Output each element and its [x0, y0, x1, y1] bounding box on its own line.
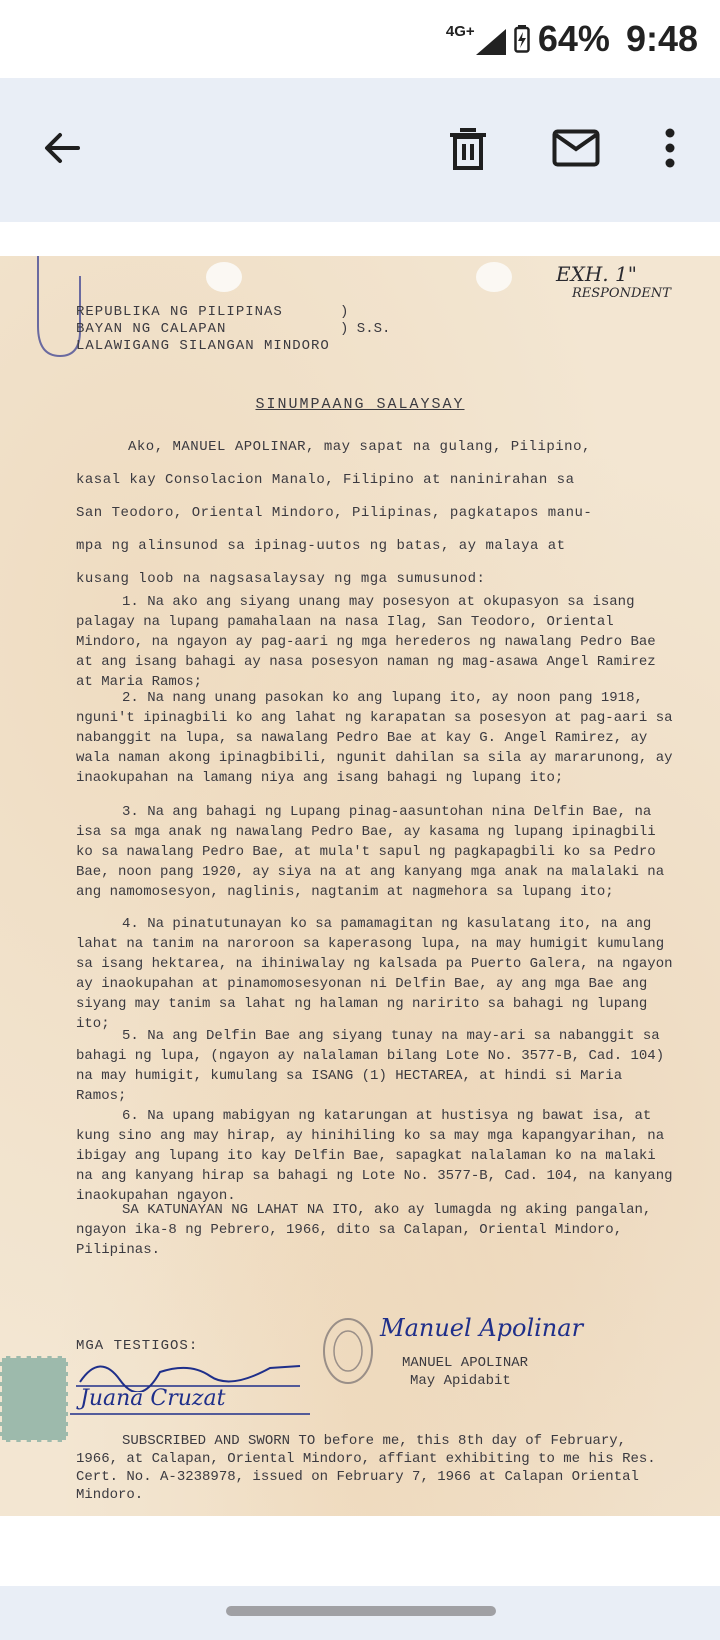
intro-line: kasal kay Consolacion Manalo, Filipino at naninirahan sa: [76, 472, 575, 488]
trash-icon: [448, 126, 488, 170]
punch-hole: [476, 262, 512, 292]
paragraph-text: 1. Na ako ang siyang unang may posesyon at okupasyon sa isang palagay na lupang pamahalaan na nasa Ilag, San Teodoro, Oriental Mindoro, na ngayon ay pag-aari ng mga herederos ng nawalang Pedro Bae at ang isang bahagi ay nasa posesyon naman ng mag-asawa Angel Ramirez at Maria Ramos;: [76, 594, 656, 690]
intro-line: Ako, MANUEL APOLINAR, may sapat na gulang, Pilipino,: [128, 439, 591, 455]
mail-icon: [552, 129, 600, 167]
document-title: SINUMPAANG SALAYSAY: [255, 396, 465, 413]
header-line-3: LALAWIGANG SILANGAN MINDORO: [76, 338, 330, 354]
paragraph-1: [76, 592, 676, 692]
documentary-stamp: [0, 1356, 68, 1442]
status-bar: [0, 0, 720, 78]
punch-hole: [206, 262, 242, 292]
gesture-handle[interactable]: [226, 1606, 496, 1616]
paragraph-3: [76, 802, 676, 902]
affiant-title: May Apidabit: [410, 1373, 511, 1389]
paragraph-2: [76, 688, 676, 788]
more-vert-icon: [665, 128, 675, 168]
paragraph-6: [76, 1106, 676, 1206]
intro-paragraph: [76, 431, 660, 596]
paragraph-text: SA KATUNAYAN NG LAHAT NA ITO, ako ay lumagda ng aking pangalan, ngayon ika-8 ng Pebrero, 1966, dito sa Calapan, Oriental Mindoro, Pilipinas.: [76, 1202, 652, 1258]
back-button[interactable]: [36, 122, 88, 174]
thumbprint-mark: [318, 1316, 378, 1386]
header-bracket: ): [340, 304, 349, 320]
paragraph-attestation: [76, 1200, 676, 1260]
respondent-mark: RESPONDENT: [572, 286, 671, 301]
clock: 9:48: [625, 18, 698, 59]
affiant-signature: Manuel Apolinar: [380, 1314, 584, 1342]
header-ss: ) S.S.: [340, 321, 391, 337]
back-arrow-icon: [42, 128, 82, 168]
jurat-text: SUBSCRIBED AND SWORN TO before me, this 8th day of February, 1966, at Calapan, Oriental Mindoro, affiant exhibiting to me his Res. Cert. No. A-3238978, issued on February 7, 1966 at Calapan Oriental Mindoro.: [76, 1433, 656, 1503]
paragraph-text: 3. Na ang bahagi ng Lupang pinag-aasuntohan nina Delfin Bae, na isa sa mga anak ng nawalang Pedro Bae, ay kasama ng lupang ipinagbili ko sa nawalang Pedro Bae, at mula't sapul ng pagkapagbili ko sa Pedro Bae, noon pang 1920, ay siya na at ang kanyang mga anak na malalaki na ang namomosesyon, naglinis, nagtanim at nagmehora sa lupang ito;: [76, 804, 665, 900]
paragraph-text: 2. Na nang unang pasokan ko ang lupang ito, ay noon pang 1918, nguni't ipinagbili ko ang lahat ng karapatan sa posesyon at pag-aari sa nabanggit na lupa, sa nawalang Pedro Bae at kay G. Angel Ramirez, ay wala naman akong ipinagbibili, ngunit dahilan sa sila ay mararunong, ay inaokupahan na lamang niya ang isang bahagi ng lupang ito;: [76, 690, 673, 786]
paragraph-5: [76, 1026, 676, 1106]
network-type: 4G+: [445, 23, 475, 40]
document-image[interactable]: [0, 256, 720, 1516]
affiant-name: MANUEL APOLINAR: [402, 1355, 529, 1371]
exhibit-mark: EXH. 1": [556, 262, 637, 286]
battery-percent: 64%: [537, 18, 610, 59]
witness-signature: Juana Cruzat: [80, 1386, 226, 1411]
witnesses-label: MGA TESTIGOS:: [76, 1338, 199, 1354]
paragraph-text: 4. Na pinatutunayan ko sa pamamagitan ng kasulatang ito, na ang lahat na tanim na naroroon sa kaperasong lupa, na may humigit kumulang sa isang hektarea, na ihiniwalay ng kalsada pa Puerto Galera, na ngayon ay inaokupahan at pinamomosesyonan ni Delfin Bae, ay ang mga Bae ang siyang may tanim sa lahat ng halaman ng naririto sa bahagi ng lupang ito;: [76, 916, 673, 1032]
header-line-1: REPUBLIKA NG PILIPINAS: [76, 304, 283, 320]
battery-icon: [514, 25, 530, 53]
more-options-button[interactable]: [650, 120, 690, 176]
app-bar: [0, 78, 720, 222]
delete-button[interactable]: [440, 120, 496, 176]
signal-icon: [476, 29, 506, 55]
signature-line: [70, 1412, 310, 1416]
jurat-paragraph: [76, 1432, 676, 1504]
mail-button[interactable]: [548, 120, 604, 176]
intro-line: San Teodoro, Oriental Mindoro, Pilipinas, pagkatapos manu-: [76, 505, 593, 521]
affiant-block: [402, 1354, 528, 1390]
header-line-2: BAYAN NG CALAPAN: [76, 321, 227, 337]
intro-line: mpa ng alinsunod sa ipinag-uutos ng batas, ay malaya at: [76, 538, 566, 554]
paragraph-text: 6. Na upang mabigyan ng katarungan at hustisya ng bawat isa, at kung sino ang may hirap, ay hinihiling ko sa may mga kapangyarihan, na ibigay ang lupang ito kay Delfin Bae, sapagkat nalalaman ko na malaki na ang kanyang hirap sa bahagi ng Lote No. 3577-B, Cad. 104, na kanyang inaokupahan ngayon.: [76, 1108, 673, 1204]
intro-line: kusang loob na nagsasalaysay ng mga sumusunod:: [76, 571, 486, 587]
paragraph-text: 5. Na ang Delfin Bae ang siyang tunay na may-ari sa nabanggit sa bahagi ng lupa, (ngayon ay nalalaman bilang Lote No. 3577-B, Cad. 104) na may humigit, kumulang sa ISANG (1) HECTAREA, at hindi si Maria Ramos;: [76, 1028, 665, 1104]
network-indicator: [446, 19, 506, 59]
paragraph-4: [76, 914, 676, 1034]
